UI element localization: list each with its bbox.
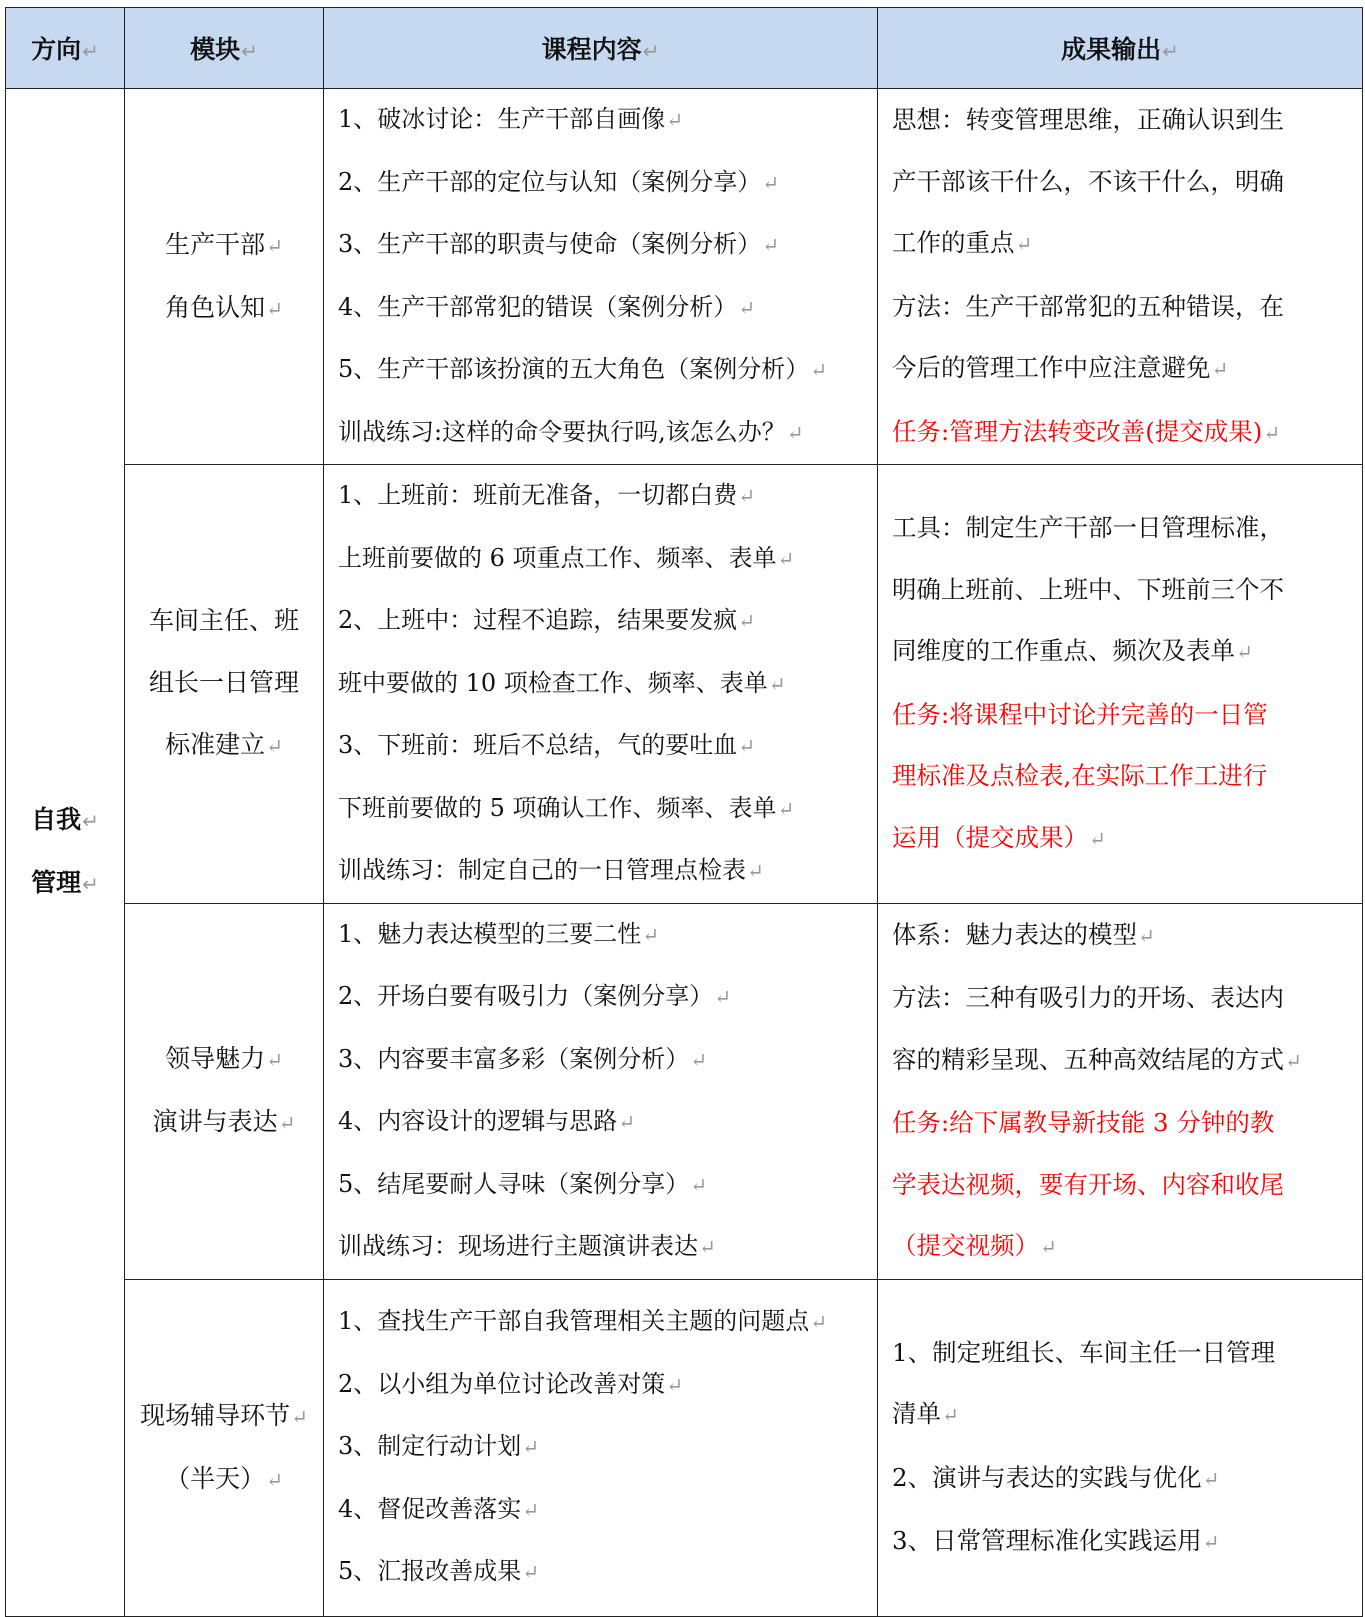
task-text: 运用（提交成果）↵ xyxy=(892,822,1106,852)
header-module: 模块↵ xyxy=(125,8,324,89)
task-text: （提交视频）↵ xyxy=(892,1231,1057,1260)
header-content: 课程内容↵ xyxy=(324,8,878,89)
header-row xyxy=(6,8,1363,89)
task-text: 理标准及点检表,在实际工作工进行 xyxy=(892,761,1268,791)
content-cell: 1、查找生产干部自我管理相关主题的问题点↵ 2、以小组为单位讨论改善对策↵ 3、制定行动计划↵ 4、督促改善落实↵ 5、汇报改善成果↵ xyxy=(324,1279,878,1616)
direction-cell: 自我↵ 管理↵ xyxy=(6,89,125,1617)
module-cell: 车间主任、班 组长一日管理 标准建立↵ xyxy=(125,465,324,904)
header-output: 成果输出↵ xyxy=(878,8,1363,89)
table-row xyxy=(6,89,1363,465)
table-row xyxy=(6,903,1363,1279)
header-direction: 方向↵ xyxy=(6,8,125,89)
content-cell: 1、上班前：班前无准备，一切都白费↵ 上班前要做的 6 项重点工作、频率、表单↵ 2、上班中：过程不追踪，结果要发疯↵ 班中要做的 10 项检查工作、频率、表单↵ 3、下班前：班后不总结，气的要吐血↵ 下班前要做的 5 项确认工作、频率、表单↵ 训战练习：制定自己的一日管理点检表↵ xyxy=(324,465,878,904)
table-row xyxy=(6,465,1363,904)
task-text: 任务:给下属教导新技能 3 分钟的教 xyxy=(892,1108,1275,1137)
course-table xyxy=(5,7,1363,1617)
output-cell: 1、制定班组长、车间主任一日管理 清单↵ 2、演讲与表达的实践与优化↵ 3、日常管理标准化实践运用↵ xyxy=(878,1279,1363,1616)
task-text: 任务:将课程中讨论并完善的一日管 xyxy=(892,699,1268,729)
module-cell: 现场辅导环节↵ （半天）↵ xyxy=(125,1279,324,1616)
module-cell: 生产干部↵ 角色认知↵ xyxy=(125,89,324,465)
output-cell: 工具：制定生产干部一日管理标准， 明确上班前、上班中、下班前三个不 同维度的工作重点、频次及表单↵ 任务:将课程中讨论并完善的一日管 理标准及点检表,在实际工作工进行 运用（提交成果）↵ xyxy=(878,465,1363,904)
output-cell: 思想：转变管理思维，正确认识到生 产干部该干什么，不该干什么，明确 工作的重点↵ 方法：生产干部常犯的五种错误，在 今后的管理工作中应注意避免↵ 任务:管理方法转变改善(提交成果)↵ xyxy=(878,89,1363,465)
table-row xyxy=(6,1279,1363,1616)
module-cell: 领导魅力↵ 演讲与表达↵ xyxy=(125,903,324,1279)
task-text: 任务:管理方法转变改善(提交成果)↵ xyxy=(892,416,1281,446)
content-cell: 1、魅力表达模型的三要二性↵ 2、开场白要有吸引力（案例分享）↵ 3、内容要丰富多彩（案例分析）↵ 4、内容设计的逻辑与思路↵ 5、结尾要耐人寻味（案例分享）↵ 训战练习：现场进行主题演讲表达↵ xyxy=(324,903,878,1279)
content-cell: 1、破冰讨论：生产干部自画像↵ 2、生产干部的定位与认知（案例分享）↵ 3、生产干部的职责与使命（案例分析）↵ 4、生产干部常犯的错误（案例分析）↵ 5、生产干部该扮演的五大角色（案例分析）↵ 训战练习:这样的命令要执行吗,该怎么办？↵ xyxy=(324,89,878,465)
task-text: 学表达视频，要有开场、内容和收尾 xyxy=(892,1169,1284,1199)
output-cell: 体系：魅力表达的模型↵ 方法：三种有吸引力的开场、表达内 容的精彩呈现、五种高效结尾的方式↵ 任务:给下属教导新技能 3 分钟的教 学表达视频，要有开场、内容和收尾 （提交视频）↵ xyxy=(878,903,1363,1279)
